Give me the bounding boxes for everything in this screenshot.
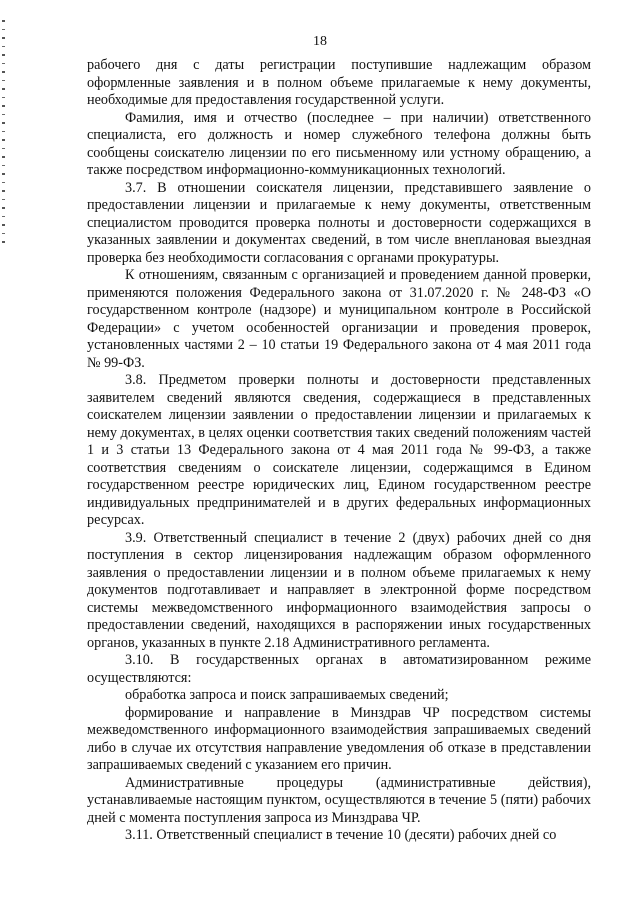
paragraph-3-7: 3.7. В отношении соискателя лицензии, представившего заявление о предоставлении лицензии и прилагаемые к нему документы, ответственным специалистом проводится проверка полноты и достоверности содержащихся в указанных заявлении и документах сведений, в том числе внеплановая выездная проверка без необходимости согласования с органами прокуратуры. [87,179,591,266]
page-number: 18 [313,34,327,49]
paragraph-responsible-specialist: Фамилия, имя и отчество (последнее – при наличии) ответственного специалиста, его должность и номер служебного телефона должны быть сообщены соискателю лицензии по его письменному или устному обращению, а также посредством информационно-коммуникационных технологий. [87,109,591,178]
paragraph-continuation: рабочего дня с даты регистрации поступившие надлежащим образом оформленные заявления и в полном объеме прилагаемые к нему документы, необходимые для предоставления государственной услуги. [87,57,591,108]
paragraph-3-9: 3.9. Ответственный специалист в течение 2 (двух) рабочих дней со дня поступления в сектор лицензирования надлежащим образом оформленного заявления о предоставлении лицензии и в полном объеме прилагаемых к нему документов подготавливает и направляет в электронной форме посредством системы межведомственного информационного взаимодействия запросы о предоставлении сведений, находящихся в распоряжении иных государственных органов, указанных в пункте 2.18 Административного регламента. [87,529,591,651]
scan-margin-artifact [2,20,5,250]
document-body [87,57,591,845]
paragraph-3-11: 3.11. Ответственный специалист в течение 10 (десяти) рабочих дней со [125,827,557,843]
paragraph-administrative-procedures: Административные процедуры (административные действия), устанавливаемые настоящим пунктом, осуществляются в течение 5 (пяти) рабочих дней с момента поступления запроса из Минздрава ЧР. [87,774,591,826]
paragraph-3-10: 3.10. В государственных органах в автоматизированном режиме осуществляются: [87,652,591,686]
paragraph-forming-sending: формирование и направление в Минздрав ЧР посредством системы межведомственного информационного взаимодействия запрашиваемых сведений либо в случае их отсутствия направление уведомления об отказе в представлении запрашиваемых сведений с указанием его причин. [87,704,591,773]
paragraph-request-processing: обработка запроса и поиск запрашиваемых сведений; [125,687,449,703]
paragraph-federal-law-reference: К отношениям, связанным с организацией и проведением данной проверки, применяются положения Федерального закона от 31.07.2020 г. № 248-ФЗ «О государственном контроле (надзоре) и муниципальном контроле в Российской Федерации» с учетом особенностей организации и проведения проверок, установленных частями 2 – 10 статьи 19 Федерального закона от 4 мая 2011 года № 99-ФЗ. [87,267,591,371]
paragraph-3-8: 3.8. Предметом проверки полноты и достоверности представленных заявителем сведений являются сведения, содержащиеся в представленных соискателем лицензии заявлении о предоставлении лицензии и прилагаемых к нему документах, в целях оценки соответствия таких сведений положениям частей 1 и 3 статьи 13 Федерального закона от 4 мая 2011 года № 99-ФЗ, а также соответствия сведениям о соискателе лицензии, содержащимся в Едином государственном реестре юридических лиц, Едином государственном реестре индивидуальных предпринимателей и в других федеральных информационных ресурсах. [87,372,591,528]
